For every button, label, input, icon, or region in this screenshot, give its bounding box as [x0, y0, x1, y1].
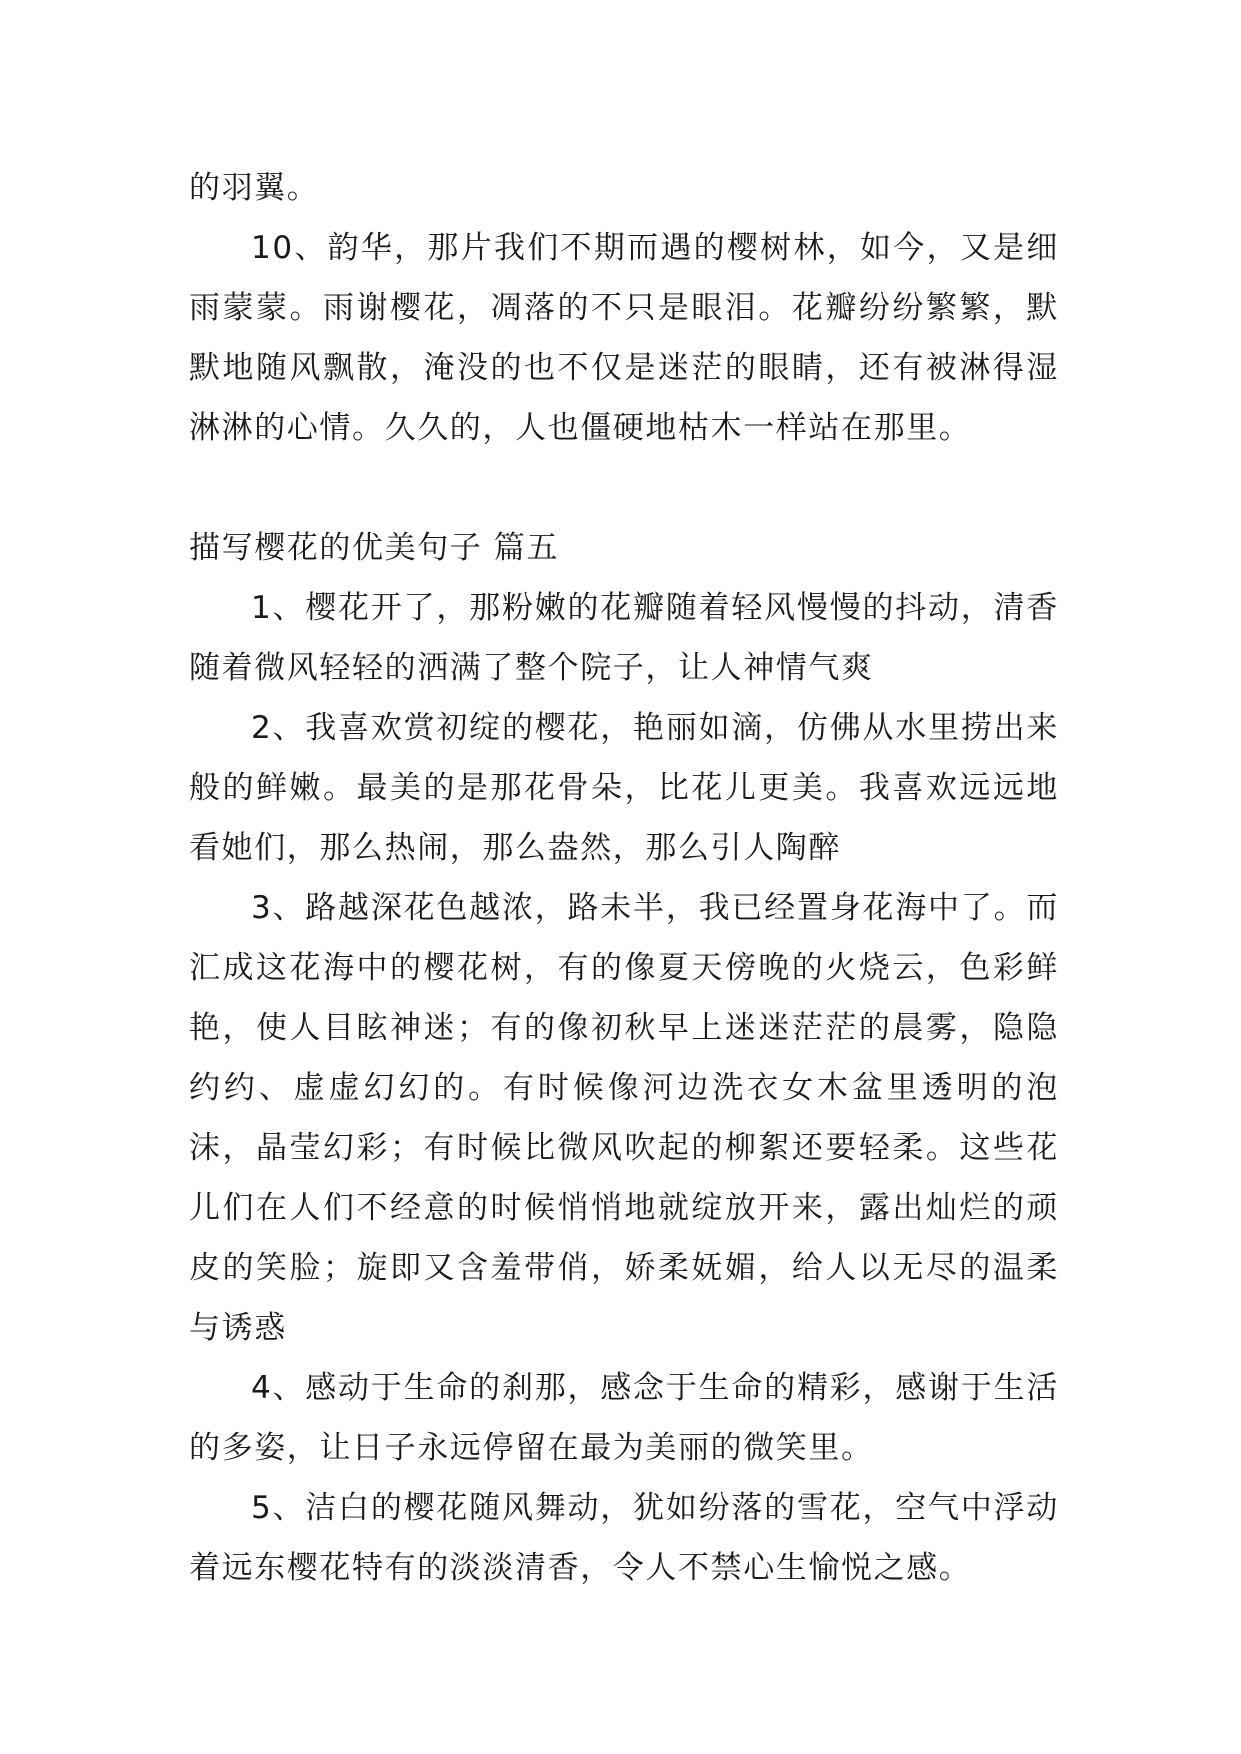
list-item: 5、洁白的樱花随风舞动，犹如纷落的雪花，空气中浮动着远东樱花特有的淡淡清香，令人不禁心生愉悦之感。 — [189, 1490, 1059, 1586]
paragraph-10: 10、韵华，那片我们不期而遇的樱树林，如今，又是细雨蒙蒙。雨谢樱花，凋落的不只是眼泪。花瓣纷纷繁繁，默默地随风飘散，淹没的也不仅是迷茫的眼睛，还有被淋得湿淋淋的心情。久久的，人也僵硬地枯木一样站在那里。 — [189, 230, 1059, 446]
continued-fragment: 的羽翼。 — [189, 170, 320, 206]
list-item: 4、感动于生命的刹那，感念于生命的精彩，感谢于生活的多姿，让日子永远停留在最为美丽的微笑里。 — [189, 1370, 1059, 1466]
document-page — [189, 158, 1059, 1598]
list-item: 2、我喜欢赏初绽的樱花，艳丽如滴，仿佛从水里捞出来般的鲜嫩。最美的是那花骨朵，比花儿更美。我喜欢远远地看她们，那么热闹，那么盎然，那么引人陶醉 — [189, 710, 1059, 866]
section-heading: 描写樱花的优美句子 篇五 — [189, 530, 560, 566]
list-item: 1、樱花开了，那粉嫩的花瓣随着轻风慢慢的抖动，清香随着微风轻轻的洒满了整个院子，让人神情气爽 — [189, 590, 1059, 686]
list-item: 3、路越深花色越浓，路未半，我已经置身花海中了。而汇成这花海中的樱花树，有的像夏天傍晚的火烧云，色彩鲜艳，使人目眩神迷；有的像初秋早上迷迷茫茫的晨雾，隐隐约约、虚虚幻幻的。有时候像河边洗衣女木盆里透明的泡沫，晶莹幻彩；有时候比微风吹起的柳絮还要轻柔。这些花儿们在人们不经意的时候悄悄地就绽放开来，露出灿烂的顽皮的笑脸；旋即又含羞带俏，娇柔妩媚，给人以无尽的温柔与诱惑 — [189, 890, 1059, 1346]
